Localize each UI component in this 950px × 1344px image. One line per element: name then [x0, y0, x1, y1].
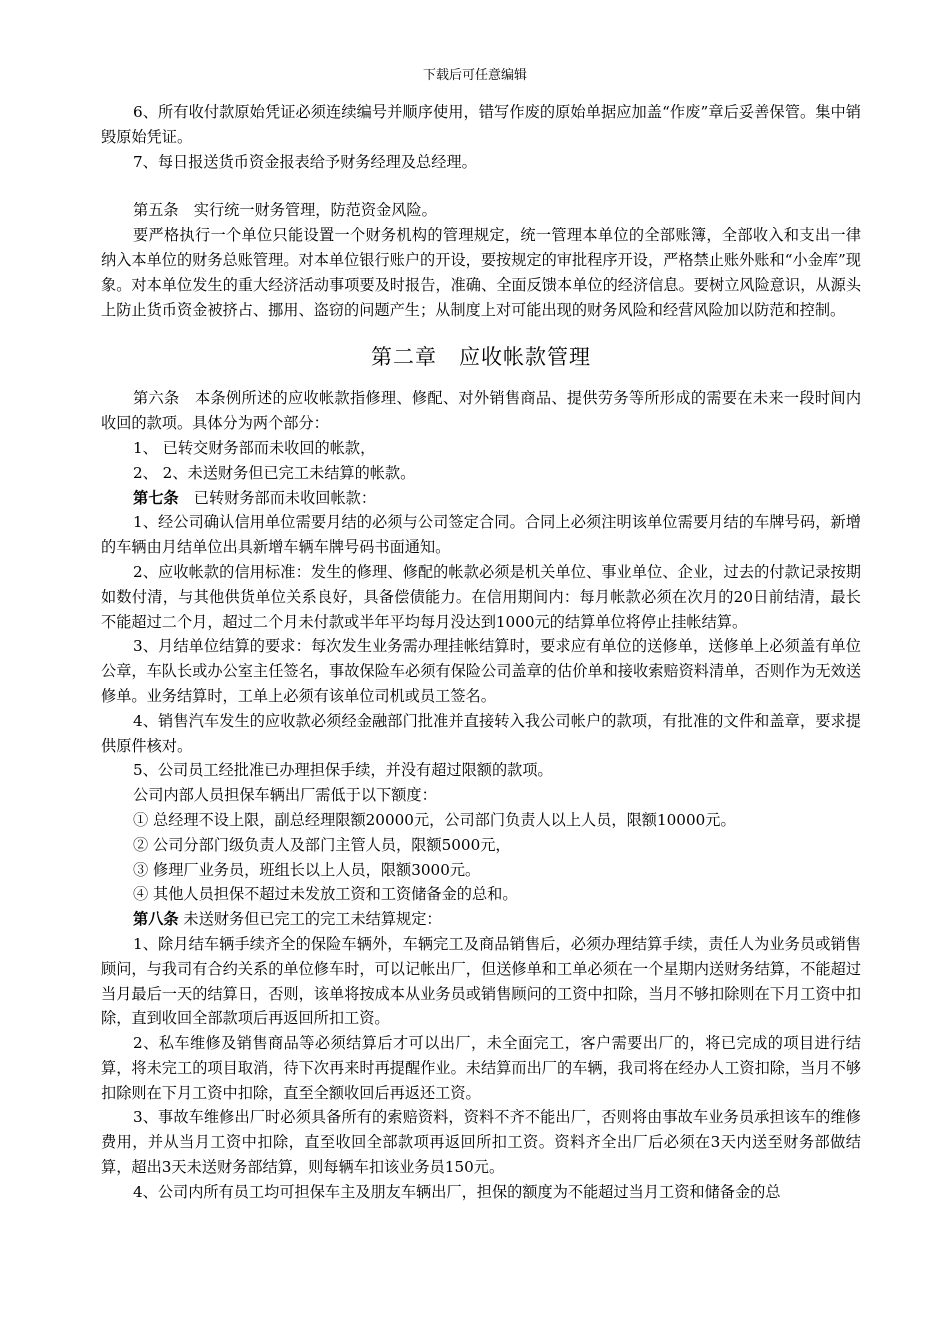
article-6-body: 第六条 本条例所述的应收帐款指修理、修配、对外销售商品、提供劳务等所形成的需要在未来一段时间内收回的款项。具体分为两个部分：	[101, 389, 861, 433]
article-7-title: 已转财务部而未收回帐款：	[178, 488, 376, 507]
document-body	[101, 100, 861, 1205]
list-item: ② 公司分部门级负责人及部门主管人员，限额5000元，	[133, 835, 511, 854]
paragraph: 3、事故车维修出厂时必须具备所有的索赔资料，资料不齐不能出厂，否则将由事故车业务员承担该车的维修费用，并从当月工资中扣除，直至收回全部款项再返回所扣工资。资料齐全出厂后必须在3天内送至财务部做结算，超出3天未送财务部结算，则每辆车扣该业务员150元。	[101, 1108, 861, 1177]
paragraph: 1、除月结车辆手续齐全的保险车辆外，车辆完工及商品销售后，必须办理结算手续，责任人为业务员或销售顾问，与我司有合约关系的单位修车时，可以记帐出厂，但送修单和工单必须在一个星期内送财务结算，不能超过当月最后一天的结算日，否则，该单将按成本从业务员或销售顾问的工资中扣除，当月不够扣除则在下月工资中扣除，直到收回全部款项后再返回所扣工资。	[101, 934, 861, 1028]
paragraph: 7、每日报送货币资金报表给予财务经理及总经理。	[133, 152, 477, 171]
paragraph: 公司内部人员担保车辆出厂需低于以下额度：	[133, 786, 437, 805]
paragraph: 4、公司内所有员工均可担保车主及朋友车辆出厂，担保的额度为不能超过当月工资和储备金的总	[133, 1182, 781, 1201]
paragraph: 4、销售汽车发生的应收款必须经金融部门批准并直接转入我公司帐户的款项，有批准的文件和盖章，要求提供原件核对。	[101, 711, 861, 755]
article-8-heading	[101, 907, 861, 932]
paragraph: 2、私车维修及销售商品等必须结算后才可以出厂，未全面完工，客户需要出厂的，将已完成的项目进行结算，将未完工的项目取消，待下次再来时再提醒作业。未结算而出厂的车辆，我司将在经办人工资扣除，当月不够扣除则在下月工资中扣除，直至全额收回后再返还工资。	[101, 1034, 861, 1102]
paragraph: 5、公司员工经批准已办理担保手续，并没有超过限额的款项。	[133, 761, 553, 780]
paragraph: 2、应收帐款的信用标准：发生的修理、修配的帐款必须是机关单位、事业单位、企业，过去的付款记录按期如数付清，与其他供货单位关系良好，具备偿债能力。在信用期间内：每月帐款必须在次月的20日前结清，最长不能超过二个月，超过二个月未付款或半年平均每月没达到1000元的结算单位将停止挂帐结算。	[101, 562, 861, 631]
list-item: ③ 修理厂业务员，班组长以上人员，限额3000元。	[133, 860, 481, 879]
article-7-label: 第七条	[133, 488, 179, 507]
article-8-label: 第八条	[133, 910, 179, 929]
paragraph: 1、经公司确认信用单位需要月结的必须与公司签定合同。合同上必须注明该单位需要月结的车牌号码，新增的车辆由月结单位出具新增车辆车牌号码书面通知。	[101, 513, 861, 557]
paragraph: 要严格执行一个单位只能设置一个财务机构的管理规定，统一管理本单位的全部账簿，全部收入和支出一律纳入本单位的财务总账管理。对本单位银行账户的开设，要按规定的审批程序开设，严格禁止账外账和“小金库”现象。对本单位发生的重大经济活动事项要及时报告，准确、全面反馈本单位的经济信息。要树立风险意识，从源头上防止货币资金被挤占、挪用、盗窃的问题产生；从制度上对可能出现的财务风险和经营风险加以防范和控制。	[101, 226, 861, 319]
list-item: 1、 已转交财务部而未收回的帐款，	[133, 438, 376, 457]
article-8-title: 未送财务但已完工的完工未结算规定：	[178, 910, 442, 929]
list-item: ① 总经理不设上限，副总经理限额20000元，公司部门负责人以上人员，限额10000元。	[133, 810, 736, 829]
page-header: 下载后可任意编辑	[422, 68, 527, 83]
article-5-title: 第五条 实行统一财务管理，防范资金风险。	[133, 201, 437, 220]
list-item: ④ 其他人员担保不超过未发放工资和工资储备金的总和。	[133, 885, 518, 904]
article-7-heading	[101, 486, 861, 511]
list-item: 2、 2、未送财务但已完工未结算的帐款。	[133, 463, 416, 482]
chapter-title: 第二章 应收帐款管理	[371, 345, 591, 370]
paragraph: 3、月结单位结算的要求：每次发生业务需办理挂帐结算时，要求应有单位的送修单，送修单上必须盖有单位公章，车队长或办公室主任签名，事故保险车必须有保险公司盖章的估价单和接收索赔资料清单，否则作为无效送修单。业务结算时，工单上必须有该单位司机或员工签名。	[101, 637, 861, 705]
paragraph: 6、所有收付款原始凭证必须连续编号并顺序使用，错写作废的原始单据应加盖“作废”章后妥善保管。集中销毁原始凭证。	[101, 103, 861, 146]
